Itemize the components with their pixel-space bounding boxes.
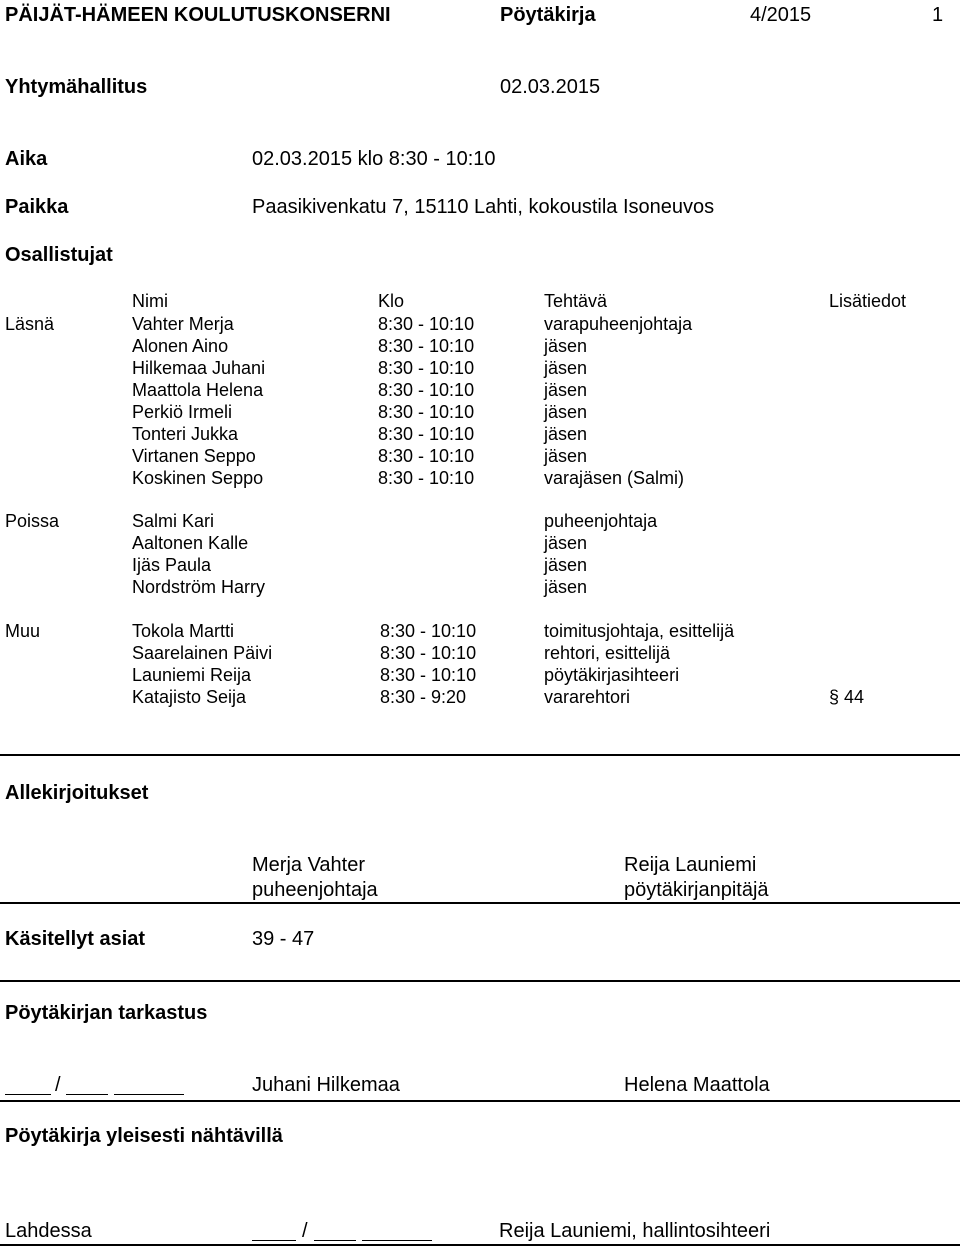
- participant-name: Ijäs Paula: [132, 555, 212, 575]
- col-header-time: Klo: [378, 291, 405, 311]
- participant-role: varajäsen (Salmi): [544, 468, 685, 488]
- participant-name: Perkiö Irmeli: [132, 402, 233, 422]
- col-header-info: Lisätiedot: [829, 291, 907, 311]
- section-divider: [0, 902, 960, 904]
- group-label-absent: Poissa: [5, 511, 60, 531]
- participant-name: Tokola Martti: [132, 621, 235, 641]
- participant-role: jäsen: [544, 577, 588, 597]
- doc-number: 4/2015: [750, 4, 812, 26]
- signer-right-role: pöytäkirjanpitäjä: [624, 879, 769, 901]
- time-value: 02.03.2015 klo 8:30 - 10:10: [252, 148, 496, 170]
- section-divider: [0, 980, 960, 982]
- participant-name: Koskinen Seppo: [132, 468, 264, 488]
- participant-role: toimitusjohtaja, esittelijä: [544, 621, 735, 641]
- participant-role: jäsen: [544, 358, 588, 378]
- doc-type: Pöytäkirja: [500, 4, 596, 26]
- participant-role: vararehtori: [544, 687, 631, 707]
- participant-name: Aaltonen Kalle: [132, 533, 249, 553]
- group-label-present: Läsnä: [5, 314, 55, 334]
- place-value: Paasikivenkatu 7, 15110 Lahti, kokoustila Isoneuvos: [252, 196, 715, 218]
- participants-label: Osallistujat: [5, 244, 113, 266]
- items-label: Käsitellyt asiat: [5, 928, 146, 950]
- review-label: Pöytäkirjan tarkastus: [5, 1002, 208, 1024]
- participant-name: Tonteri Jukka: [132, 424, 239, 444]
- participant-time: 8:30 - 10:10: [378, 468, 475, 488]
- place-label: Paikka: [5, 196, 69, 218]
- participant-time: 8:30 - 9:20: [380, 687, 467, 707]
- reviewer-1: Juhani Hilkemaa: [252, 1074, 400, 1096]
- public-label: Pöytäkirja yleisesti nähtävillä: [5, 1125, 283, 1147]
- participant-time: 8:30 - 10:10: [380, 643, 477, 663]
- participant-name: Saarelainen Päivi: [132, 643, 273, 663]
- participant-time: 8:30 - 10:10: [378, 402, 475, 422]
- participant-role: jäsen: [544, 446, 588, 466]
- participant-name: Hilkemaa Juhani: [132, 358, 266, 378]
- date-blank: [362, 1240, 432, 1241]
- participant-time: 8:30 - 10:10: [378, 446, 475, 466]
- participant-time: 8:30 - 10:10: [378, 314, 475, 334]
- participant-name: Nordström Harry: [132, 577, 266, 597]
- participant-role: jäsen: [544, 336, 588, 356]
- public-signer: Reija Launiemi, hallintosihteeri: [499, 1220, 771, 1242]
- col-header-name: Nimi: [132, 291, 168, 311]
- body-name: Yhtymähallitus: [5, 76, 148, 98]
- participant-time: 8:30 - 10:10: [378, 336, 475, 356]
- col-header-role: Tehtävä: [544, 291, 608, 311]
- signatures-label: Allekirjoitukset: [5, 782, 149, 804]
- participant-role: pöytäkirjasihteeri: [544, 665, 680, 685]
- date-separator: /: [302, 1220, 308, 1242]
- participant-time: 8:30 - 10:10: [380, 621, 477, 641]
- participant-role: jäsen: [544, 424, 588, 444]
- date-blank: [314, 1240, 356, 1241]
- signer-right-name: Reija Launiemi: [624, 854, 757, 876]
- date-blank: [66, 1094, 108, 1095]
- date-blank: [114, 1094, 184, 1095]
- reviewer-2: Helena Maattola: [624, 1074, 770, 1096]
- participant-role: varapuheenjohtaja: [544, 314, 693, 334]
- date-separator: /: [55, 1074, 61, 1096]
- items-value: 39 - 47: [252, 928, 315, 950]
- date-blank: [252, 1240, 296, 1241]
- participant-role: jäsen: [544, 555, 588, 575]
- org-name: PÄIJÄT-HÄMEEN KOULUTUSKONSERNI: [5, 4, 391, 26]
- section-divider: [0, 1100, 960, 1102]
- participant-time: 8:30 - 10:10: [378, 424, 475, 444]
- public-place: Lahdessa: [5, 1220, 92, 1242]
- participant-name: Virtanen Seppo: [132, 446, 256, 466]
- participant-name: Katajisto Seija: [132, 687, 247, 707]
- participant-role: jäsen: [544, 402, 588, 422]
- participant-time: 8:30 - 10:10: [380, 665, 477, 685]
- group-label-other: Muu: [5, 621, 41, 641]
- participant-role: rehtori, esittelijä: [544, 643, 671, 663]
- section-divider: [0, 754, 960, 756]
- participant-name: Alonen Aino: [132, 336, 229, 356]
- signer-left-name: Merja Vahter: [252, 854, 366, 876]
- participant-role: jäsen: [544, 380, 588, 400]
- participant-name: Salmi Kari: [132, 511, 215, 531]
- participant-time: 8:30 - 10:10: [378, 358, 475, 378]
- participant-name: Vahter Merja: [132, 314, 234, 334]
- doc-date: 02.03.2015: [500, 76, 601, 98]
- participant-time: 8:30 - 10:10: [378, 380, 475, 400]
- time-label: Aika: [5, 148, 48, 170]
- page-number: 1: [932, 4, 944, 26]
- date-blank: [5, 1094, 51, 1095]
- participant-name: Launiemi Reija: [132, 665, 252, 685]
- participant-role: puheenjohtaja: [544, 511, 658, 531]
- participant-info: § 44: [829, 687, 865, 707]
- section-divider: [0, 1244, 960, 1246]
- participant-name: Maattola Helena: [132, 380, 264, 400]
- signer-left-role: puheenjohtaja: [252, 879, 378, 901]
- participant-role: jäsen: [544, 533, 588, 553]
